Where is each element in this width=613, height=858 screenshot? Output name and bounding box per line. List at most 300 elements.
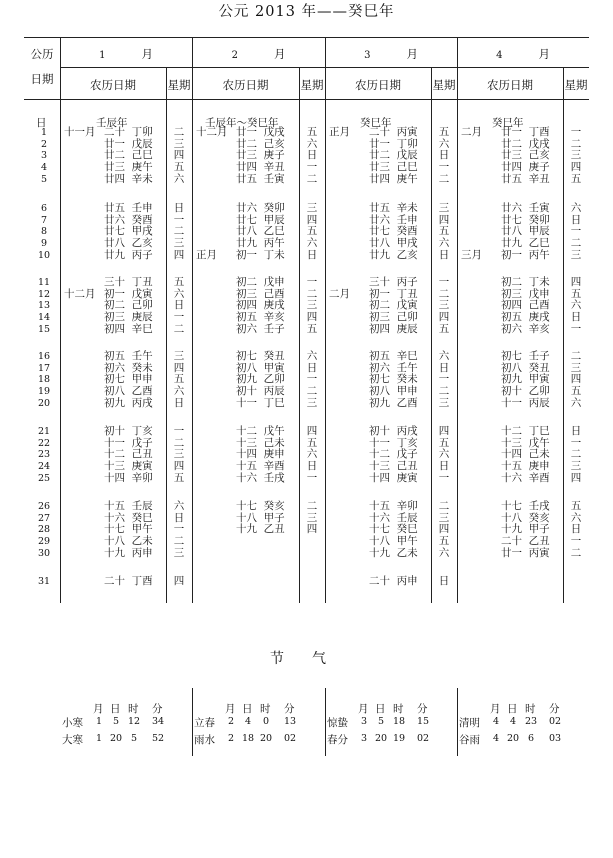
lunar-date: 初八 乙酉 — [104, 385, 153, 398]
term-name: 谷雨 — [459, 734, 480, 746]
lunar-date: 廿三 己巳 — [369, 161, 418, 174]
lunar-date: 十七 甲午 — [104, 523, 153, 536]
weekday: 四 — [570, 373, 582, 386]
lunar-date: 初三 庚辰 — [104, 311, 153, 324]
term-value: 15 — [416, 716, 430, 727]
term-value: 02 — [548, 716, 562, 727]
solar-terms-title: 节 气 — [270, 651, 326, 667]
lunar-date: 十一 丙辰 — [501, 396, 550, 409]
term-value: 20 — [259, 733, 273, 744]
weekday: 日 — [173, 396, 185, 409]
weekday: 五 — [570, 500, 582, 512]
weekday: 五 — [306, 322, 318, 335]
weekday: 一 — [306, 373, 318, 386]
term-value: 6 — [527, 733, 535, 744]
weekday: 一 — [173, 213, 185, 226]
day-number: 3 — [40, 150, 48, 162]
terms-divider — [192, 688, 193, 756]
weekday: 五 — [173, 276, 185, 288]
lunar-date: 初九 丙戌 — [104, 396, 153, 409]
lunar-date: 初十 丙戌 — [369, 425, 418, 437]
weekday: 四 — [173, 248, 185, 261]
weekday: 六 — [173, 385, 185, 398]
lunar-date: 廿四 庚子 — [501, 161, 550, 174]
day-number: 11 — [37, 277, 51, 288]
col-divider — [192, 37, 193, 603]
weekday: 三 — [438, 511, 450, 524]
weekday: 六 — [438, 546, 450, 559]
lunar-date: 初七 壬子 — [501, 350, 550, 362]
term-header: 月 — [225, 703, 236, 715]
lunar-date: 二十 丁酉 — [104, 575, 153, 587]
term-value: 2 — [227, 733, 235, 744]
weekday: 四 — [173, 575, 185, 587]
term-value: 02 — [416, 733, 430, 744]
lunar-date: 廿一 戊辰 — [104, 137, 153, 150]
term-value: 23 — [524, 716, 538, 727]
lunar-date: 廿六 壬寅 — [501, 202, 550, 214]
lunar-date: 廿五 辛未 — [369, 202, 418, 214]
lunar-date: 廿四 庚午 — [369, 172, 418, 185]
lunar-date: 廿一 丁酉 — [501, 126, 550, 138]
lunar-date: 初十 乙卯 — [501, 385, 550, 398]
lunar-date: 十七 癸亥 — [236, 500, 285, 512]
term-header: 月 — [93, 703, 104, 715]
weekday: 五 — [306, 436, 318, 449]
term-value: 20 — [506, 733, 520, 744]
lunar-date: 初二 戊申 — [236, 276, 285, 288]
day-number: 20 — [37, 397, 51, 409]
term-value: 12 — [127, 716, 141, 727]
weekday: 一 — [570, 225, 582, 238]
lunar-date: 廿一 丁卯 — [369, 137, 418, 150]
weekday: 六 — [438, 448, 450, 461]
term-value: 1 — [95, 716, 103, 727]
weekday: 五 — [173, 471, 185, 484]
weekday: 三 — [306, 299, 318, 312]
lunar-date: 十二 戊午 — [236, 425, 285, 437]
lunar-date: 十三 己丑 — [369, 460, 418, 473]
lunar-date: 三十 丙子 — [369, 276, 418, 288]
weekday: 三 — [438, 396, 450, 409]
lunar-date: 初一 丁丑 — [369, 287, 418, 300]
term-name: 雨水 — [194, 734, 215, 746]
term-header: 分 — [549, 703, 560, 715]
lunar-date: 廿六 癸卯 — [236, 202, 285, 214]
weekday: 三 — [173, 546, 185, 559]
weekday: 一 — [438, 276, 450, 288]
lunar-date: 初二 己卯 — [104, 299, 153, 312]
lunar-date: 初七 癸未 — [369, 373, 418, 386]
lunar-month-marker: 十二月 — [196, 126, 228, 138]
weekday: 一 — [570, 126, 582, 138]
day-number: 21 — [37, 426, 51, 437]
term-value: 20 — [109, 733, 123, 744]
lunar-date: 廿八 乙亥 — [104, 237, 153, 250]
lunar-date: 十一 戊子 — [104, 436, 153, 449]
weekday: 五 — [306, 126, 318, 138]
lunar-date: 十九 乙未 — [369, 546, 418, 559]
weekday: 五 — [306, 225, 318, 238]
weekday: 五 — [570, 287, 582, 300]
year-label: 癸巳年 — [492, 117, 524, 129]
lunar-date: 廿九 丙午 — [236, 237, 285, 250]
month-header: 4 月 — [496, 47, 550, 61]
year-label: 壬辰年～癸巳年 — [205, 117, 279, 129]
term-header: 时 — [128, 703, 139, 715]
year-label: 壬辰年 — [96, 117, 128, 129]
weekday: 四 — [173, 460, 185, 473]
weekday: 五 — [438, 535, 450, 548]
lunar-date: 廿五 壬申 — [104, 202, 153, 214]
term-value: 5 — [112, 716, 120, 727]
weekday: 三 — [173, 448, 185, 461]
weekday: 二 — [570, 546, 582, 559]
weekday: 一 — [173, 311, 185, 324]
weekday: 二 — [570, 448, 582, 461]
weekday: 一 — [306, 161, 318, 174]
month-header: 3 月 — [364, 47, 418, 61]
lunar-date: 十三 己未 — [236, 436, 285, 449]
weekday: 六 — [570, 396, 582, 409]
weekday: 二 — [570, 237, 582, 250]
weekday: 一 — [306, 276, 318, 288]
weekday: 五 — [438, 225, 450, 238]
lunar-date: 十二 戊子 — [369, 448, 418, 461]
weekday: 五 — [570, 172, 582, 185]
weekday: 四 — [306, 213, 318, 226]
lunar-date: 初四 辛巳 — [104, 322, 153, 335]
lunar-date: 廿二 己亥 — [236, 137, 285, 150]
lunar-date: 初一 丁未 — [236, 248, 285, 261]
weekday: 一 — [173, 523, 185, 536]
term-header: 日 — [242, 703, 253, 715]
day-number: 7 — [40, 214, 48, 226]
weekday: 五 — [173, 373, 185, 386]
weekday: 一 — [570, 535, 582, 548]
weekday: 六 — [306, 237, 318, 250]
weekday: 四 — [570, 276, 582, 288]
lunar-date-header: 农历日期 — [90, 78, 136, 92]
lunar-date: 初二 丁未 — [501, 276, 550, 288]
lunar-date: 廿六 壬申 — [369, 213, 418, 226]
weekday: 六 — [173, 172, 185, 185]
term-value: 4 — [244, 716, 252, 727]
day-number: 16 — [37, 351, 51, 362]
weekday: 三 — [570, 361, 582, 374]
day-number: 24 — [37, 461, 51, 473]
terms-divider — [457, 688, 458, 756]
day-number: 28 — [37, 524, 51, 536]
lunar-date: 廿二 戊辰 — [369, 149, 418, 162]
weekday: 三 — [306, 396, 318, 409]
weekday: 二 — [173, 225, 185, 238]
gregorian-label: 公历 — [30, 47, 54, 61]
lunar-date: 十九 丙申 — [104, 546, 153, 559]
weekday: 六 — [570, 202, 582, 214]
weekday: 二 — [173, 126, 185, 138]
term-value: 03 — [548, 733, 562, 744]
weekday: 日 — [173, 511, 185, 524]
day-number: 6 — [40, 203, 48, 214]
weekday: 一 — [438, 471, 450, 484]
lunar-date: 初七 癸丑 — [236, 350, 285, 362]
lunar-date: 廿二 戊戌 — [501, 137, 550, 150]
day-number: 12 — [37, 288, 51, 300]
lunar-month-marker: 二月 — [329, 287, 350, 300]
weekday: 四 — [570, 471, 582, 484]
weekday: 六 — [306, 350, 318, 362]
term-header: 分 — [284, 703, 295, 715]
weekday: 三 — [306, 202, 318, 214]
weekday: 一 — [438, 161, 450, 174]
term-value: 2 — [227, 716, 235, 727]
term-value: 19 — [392, 733, 406, 744]
lunar-date: 十八 乙未 — [104, 535, 153, 548]
term-value: 34 — [151, 716, 165, 727]
term-header: 月 — [490, 703, 501, 715]
day-number: 1 — [40, 127, 48, 138]
weekday: 一 — [570, 322, 582, 335]
lunar-date: 廿七 癸卯 — [501, 213, 550, 226]
day-number: 14 — [37, 312, 51, 324]
term-header: 日 — [375, 703, 386, 715]
lunar-date: 初五 庚戌 — [501, 311, 550, 324]
term-value: 18 — [241, 733, 255, 744]
year-label: 癸巳年 — [360, 117, 392, 129]
date-label: 日期 — [30, 72, 54, 86]
weekday: 日 — [570, 213, 582, 226]
day-number: 13 — [37, 300, 51, 312]
lunar-month-marker: 十一月 — [64, 126, 96, 138]
header-bottom-border — [24, 99, 589, 100]
weekday: 三 — [438, 299, 450, 312]
day-number: 2 — [40, 138, 48, 150]
lunar-date: 初五 辛巳 — [369, 350, 418, 362]
lunar-month-marker: 正月 — [196, 248, 217, 261]
weekday: 四 — [438, 213, 450, 226]
lunar-date: 廿七 癸酉 — [369, 225, 418, 238]
weekday: 二 — [173, 535, 185, 548]
day-number: 25 — [37, 472, 51, 484]
weekday: 一 — [438, 373, 450, 386]
weekday: 六 — [570, 511, 582, 524]
day-number: 27 — [37, 512, 51, 524]
lunar-date: 十四 己未 — [501, 448, 550, 461]
lunar-date: 十六 癸巳 — [104, 511, 153, 524]
lunar-month-marker: 正月 — [329, 126, 350, 138]
term-name: 立春 — [194, 717, 215, 729]
lunar-date: 初九 乙卯 — [236, 373, 285, 386]
weekday: 二 — [570, 350, 582, 362]
weekday: 五 — [438, 436, 450, 449]
month-header: 2 月 — [231, 47, 286, 61]
day-number: 26 — [37, 501, 51, 512]
weekday: 二 — [173, 322, 185, 335]
weekday: 三 — [570, 460, 582, 473]
weekday: 日 — [438, 460, 450, 473]
lunar-date: 初十 丙辰 — [236, 385, 285, 398]
col-divider — [457, 37, 458, 603]
lunar-date: 二十 乙丑 — [501, 535, 550, 548]
term-value: 0 — [262, 716, 270, 727]
term-value: 4 — [492, 733, 500, 744]
term-header: 分 — [152, 703, 163, 715]
lunar-date: 十九 甲子 — [501, 523, 550, 536]
lunar-date: 十六 壬辰 — [369, 511, 418, 524]
lunar-date: 十五 壬辰 — [104, 500, 153, 512]
term-name: 清明 — [459, 717, 480, 729]
weekday: 六 — [173, 500, 185, 512]
weekday: 六 — [438, 350, 450, 362]
weekday: 一 — [570, 436, 582, 449]
weekday: 四 — [173, 361, 185, 374]
weekday: 四 — [306, 311, 318, 324]
lunar-date: 廿六 癸酉 — [104, 213, 153, 226]
weekday: 二 — [306, 172, 318, 185]
lunar-date: 三十 丁丑 — [104, 276, 153, 288]
lunar-date-header: 农历日期 — [222, 78, 269, 92]
weekday: 二 — [438, 172, 450, 185]
day-number: 31 — [37, 576, 51, 587]
lunar-date: 十一 丁巳 — [236, 396, 285, 409]
weekday: 日 — [570, 311, 582, 324]
weekday: 日 — [438, 248, 450, 261]
day-number: 8 — [40, 226, 48, 238]
weekday: 六 — [438, 137, 450, 150]
lunar-date: 廿七 甲戌 — [104, 225, 153, 238]
day-label: 日 — [36, 117, 47, 129]
weekday: 四 — [570, 161, 582, 174]
term-value: 5 — [377, 716, 385, 727]
day-number: 9 — [40, 238, 48, 250]
weekday: 四 — [173, 149, 185, 162]
lunar-date: 初六 壬午 — [369, 361, 418, 374]
weekday: 日 — [438, 361, 450, 374]
lunar-date: 初十 丁亥 — [104, 425, 153, 437]
weekday: 日 — [173, 299, 185, 312]
lunar-date: 廿三 庚午 — [104, 161, 153, 174]
term-header: 日 — [507, 703, 518, 715]
lunar-date: 二十 丙寅 — [369, 126, 418, 138]
weekday: 六 — [306, 448, 318, 461]
term-header: 时 — [393, 703, 404, 715]
lunar-date: 廿一 丙寅 — [501, 546, 550, 559]
day-number: 22 — [37, 437, 51, 449]
lunar-date: 十六 辛酉 — [501, 471, 550, 484]
weekday: 五 — [570, 385, 582, 398]
term-value: 02 — [283, 733, 297, 744]
weekday: 六 — [438, 237, 450, 250]
lunar-date: 初三 己酉 — [236, 287, 285, 300]
weekday: 日 — [306, 460, 318, 473]
weekday-header: 星期 — [300, 78, 324, 92]
lunar-date: 十四 庚寅 — [369, 471, 418, 484]
lunar-date: 廿二 己巳 — [104, 149, 153, 162]
weekday: 日 — [438, 575, 450, 587]
lunar-date: 初六 壬子 — [236, 322, 285, 335]
lunar-date: 廿三 己亥 — [501, 149, 550, 162]
weekday: 五 — [438, 126, 450, 138]
weekday: 三 — [438, 202, 450, 214]
weekday: 三 — [173, 350, 185, 362]
terms-divider — [325, 688, 326, 756]
term-value: 18 — [392, 716, 406, 727]
weekday: 日 — [570, 425, 582, 437]
weekday: 二 — [438, 385, 450, 398]
weekday: 二 — [570, 137, 582, 150]
weekday: 二 — [438, 287, 450, 300]
lunar-date: 十四 辛卯 — [104, 471, 153, 484]
term-value: 52 — [151, 733, 165, 744]
lunar-month-marker: 十二月 — [64, 287, 96, 300]
lunar-date: 廿一 戊戌 — [236, 126, 285, 138]
lunar-date: 初八 癸丑 — [501, 361, 550, 374]
weekday: 一 — [173, 425, 185, 437]
lunar-date: 廿七 甲辰 — [236, 213, 285, 226]
term-name: 大寒 — [62, 734, 83, 746]
col-divider — [325, 37, 326, 603]
lunar-date-header: 农历日期 — [355, 78, 401, 92]
lunar-date: 初九 甲寅 — [501, 373, 550, 386]
day-number: 5 — [40, 173, 48, 185]
lunar-date: 初三 己卯 — [369, 311, 418, 324]
lunar-date: 初一 丙午 — [501, 248, 550, 261]
lunar-date: 二十 丁卯 — [104, 126, 153, 138]
weekday: 四 — [438, 311, 450, 324]
lunar-date: 十二 丁巳 — [501, 425, 550, 437]
weekday: 五 — [173, 161, 185, 174]
page-title: 公元 2013 年——癸巳年 — [218, 4, 395, 20]
lunar-date: 十五 庚申 — [501, 460, 550, 473]
table-top-border — [24, 37, 589, 38]
lunar-date: 廿三 庚子 — [236, 149, 285, 162]
lunar-date: 十七 癸巳 — [369, 523, 418, 536]
lunar-date: 廿九 乙亥 — [369, 248, 418, 261]
term-name: 惊蛰 — [327, 717, 348, 729]
lunar-date: 十七 壬戌 — [501, 500, 550, 512]
weekday: 二 — [438, 500, 450, 512]
lunar-date: 初三 戊申 — [501, 287, 550, 300]
day-number: 15 — [37, 323, 51, 335]
weekday-header: 星期 — [432, 78, 456, 92]
weekday: 六 — [173, 287, 185, 300]
lunar-date: 廿五 壬寅 — [236, 172, 285, 185]
day-number: 29 — [37, 536, 51, 548]
lunar-date-header: 农历日期 — [487, 78, 533, 92]
lunar-date: 廿八 甲戌 — [369, 237, 418, 250]
lunar-date: 十九 乙丑 — [236, 523, 285, 536]
lunar-date: 二十 丙申 — [369, 575, 418, 587]
lunar-date: 十三 庚寅 — [104, 460, 153, 473]
weekday: 三 — [173, 137, 185, 150]
weekday: 四 — [306, 425, 318, 437]
lunar-date: 初二 戊寅 — [369, 299, 418, 312]
lunar-date: 十五 辛卯 — [369, 500, 418, 512]
lunar-date: 十八 甲午 — [369, 535, 418, 548]
month-header: 1 月 — [99, 47, 153, 61]
term-header: 月 — [358, 703, 369, 715]
lunar-date: 初八 甲申 — [369, 385, 418, 398]
day-number: 17 — [37, 362, 51, 374]
lunar-date: 十八 癸亥 — [501, 511, 550, 524]
term-value: 13 — [283, 716, 297, 727]
weekday: 一 — [306, 471, 318, 484]
lunar-date: 廿八 甲辰 — [501, 225, 550, 238]
weekday: 五 — [438, 322, 450, 335]
weekday: 日 — [306, 248, 318, 261]
term-header: 时 — [260, 703, 271, 715]
